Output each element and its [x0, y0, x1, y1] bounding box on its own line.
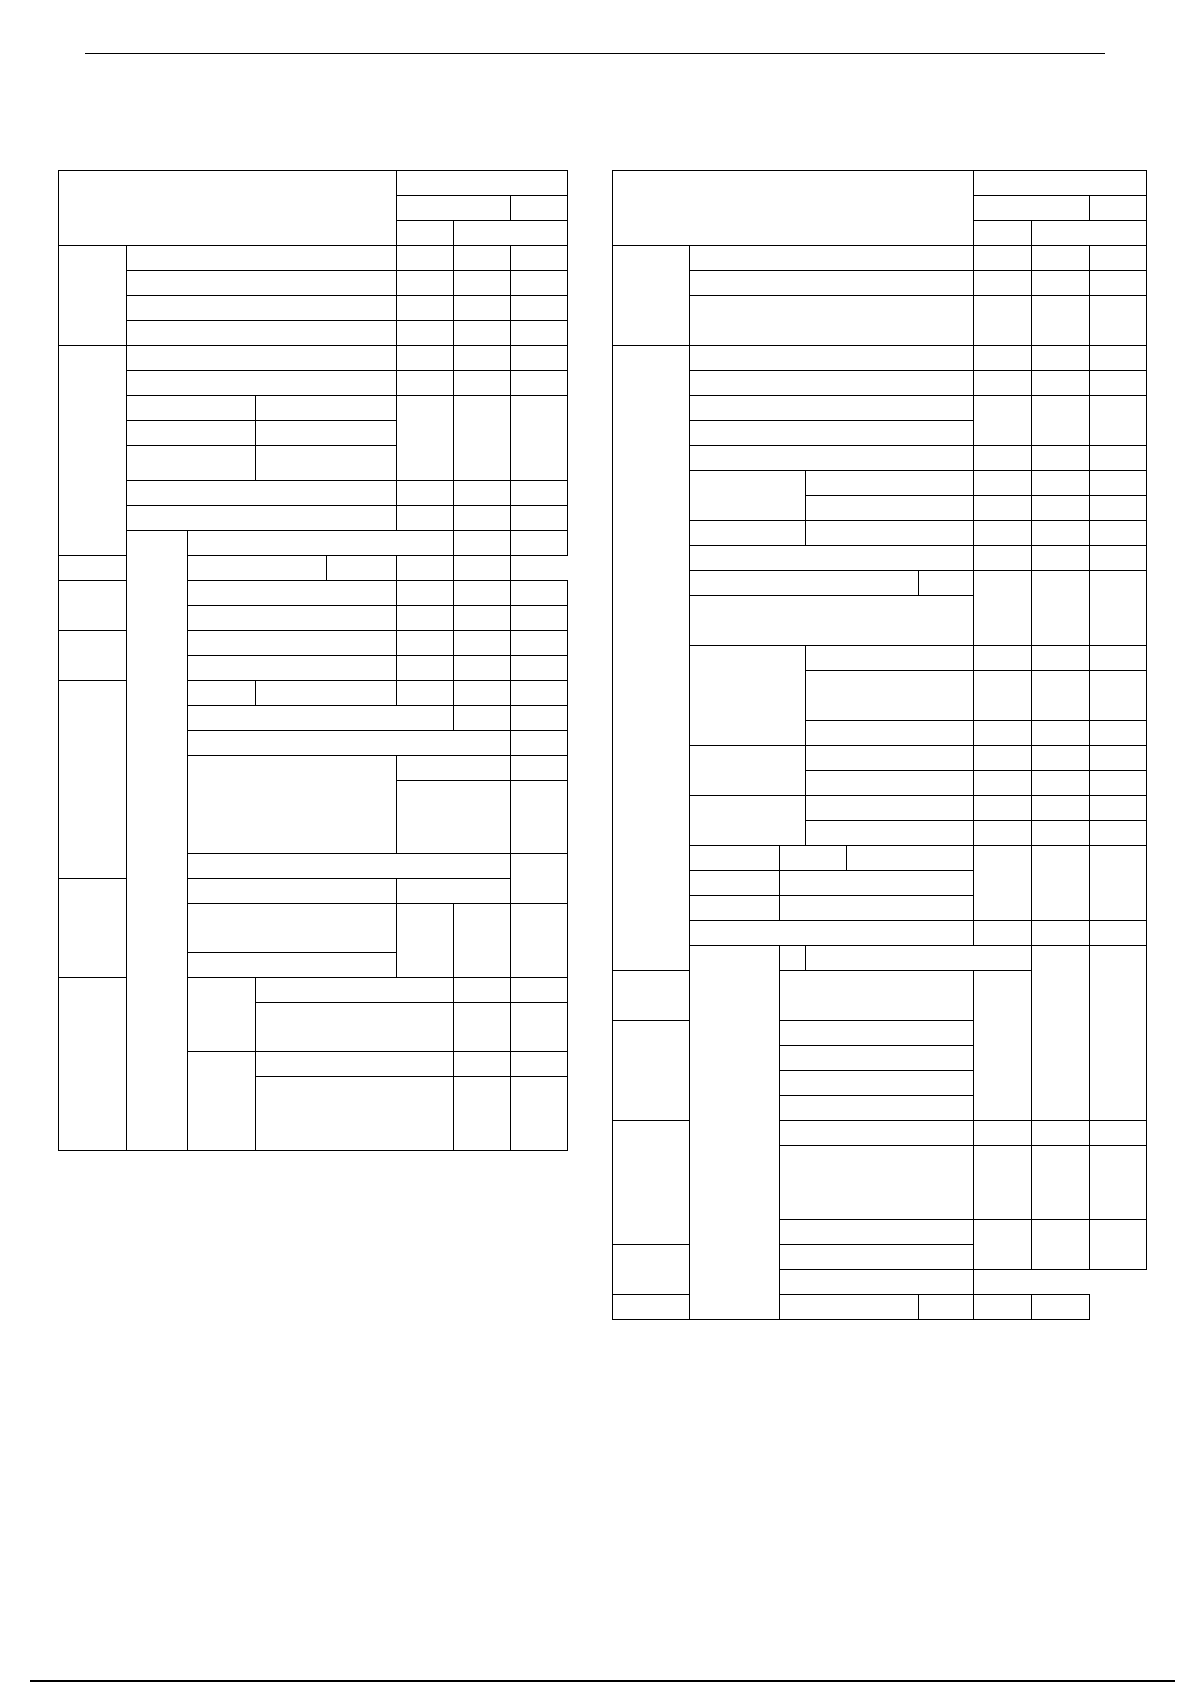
table-cell	[780, 1245, 974, 1270]
table-cell	[974, 371, 1032, 396]
table-cell	[188, 904, 397, 953]
table-cell	[974, 446, 1032, 471]
table-cell	[974, 471, 1032, 496]
table-cell	[806, 771, 974, 796]
table-cell	[690, 596, 974, 646]
table-row	[59, 371, 568, 396]
table-cell	[690, 796, 806, 846]
table-cell	[1032, 396, 1090, 446]
table-cell	[780, 1021, 974, 1046]
table-cell	[690, 571, 919, 596]
table-cell	[1032, 346, 1090, 371]
table-cell	[1090, 571, 1147, 646]
table-cell	[454, 1003, 511, 1052]
table-cell	[613, 1245, 690, 1295]
table-cell	[511, 631, 568, 656]
table-cell	[59, 246, 127, 346]
table-cell	[974, 296, 1032, 346]
table-row	[613, 521, 1147, 546]
table-cell	[188, 606, 397, 631]
table-row	[59, 396, 568, 421]
table-cell	[1032, 671, 1090, 721]
table-cell	[397, 346, 454, 371]
table-cell	[397, 481, 454, 506]
table-row	[59, 246, 568, 271]
table-cell	[59, 346, 127, 556]
table-cell	[59, 681, 127, 879]
table-cell	[690, 546, 974, 571]
spec-table-right	[612, 170, 1147, 1320]
table-cell	[690, 396, 974, 421]
table-cell	[690, 646, 806, 746]
table-cell	[256, 1077, 454, 1151]
table-cell	[1032, 246, 1090, 271]
table-cell	[397, 556, 454, 581]
table-cell	[974, 1121, 1032, 1146]
table-cell	[397, 246, 454, 271]
table-cell	[511, 196, 568, 221]
table-cell	[511, 481, 568, 506]
table-cell	[397, 681, 454, 706]
table-cell	[454, 631, 511, 656]
table-cell	[806, 721, 974, 746]
table-cell	[188, 1052, 256, 1151]
table-cell	[454, 321, 511, 346]
table-cell	[806, 496, 974, 521]
table-cell	[1090, 246, 1147, 271]
table-cell	[613, 1021, 690, 1121]
table-cell	[1032, 546, 1090, 571]
table-cell	[188, 731, 511, 756]
table-cell	[1032, 646, 1090, 671]
table-cell	[1090, 821, 1147, 846]
table-row	[59, 531, 568, 556]
table-cell	[1032, 496, 1090, 521]
table-cell	[1090, 721, 1147, 746]
table-cell	[511, 681, 568, 706]
table-cell	[127, 321, 397, 346]
table-cell	[511, 246, 568, 271]
table-cell	[511, 706, 568, 731]
table-cell	[1032, 846, 1090, 921]
table-cell	[511, 756, 568, 781]
table-cell	[127, 446, 256, 481]
table-row	[613, 921, 1147, 946]
table-cell	[1032, 296, 1090, 346]
table-cell	[690, 471, 806, 521]
table-cell	[127, 506, 397, 531]
table-cell	[397, 321, 454, 346]
table-cell	[806, 671, 974, 721]
table-cell	[1032, 771, 1090, 796]
table-cell	[690, 446, 974, 471]
table-cell	[127, 531, 188, 1151]
table-cell	[256, 978, 454, 1003]
table-cell	[127, 371, 397, 396]
table-cell	[974, 1220, 1032, 1270]
table-cell	[454, 396, 511, 481]
table-cell	[974, 221, 1032, 246]
table-cell	[1090, 796, 1147, 821]
table-cell	[511, 321, 568, 346]
table-cell	[1032, 221, 1147, 246]
table-cell	[847, 846, 974, 871]
table-cell	[188, 854, 511, 879]
table-cell	[1032, 471, 1090, 496]
table-cell	[1032, 571, 1090, 646]
table-cell	[974, 346, 1032, 371]
table-cell	[511, 371, 568, 396]
table-cell	[188, 531, 454, 556]
table-cell	[690, 896, 780, 921]
table-cell	[511, 531, 568, 556]
table-cell	[188, 756, 397, 854]
table-row	[59, 556, 568, 581]
table-row	[613, 171, 1147, 196]
table-cell	[397, 606, 454, 631]
table-cell	[397, 756, 511, 781]
table-cell	[188, 681, 256, 706]
table-cell	[974, 196, 1090, 221]
table-cell	[454, 656, 511, 681]
table-cell	[806, 946, 1032, 971]
table-cell	[511, 506, 568, 531]
table-cell	[188, 631, 397, 656]
table-cell	[454, 581, 511, 606]
table-cell	[780, 971, 974, 1021]
table-cell	[1090, 296, 1147, 346]
table-cell	[690, 846, 780, 871]
table-row	[613, 471, 1147, 496]
table-cell	[806, 796, 974, 821]
table-cell	[690, 246, 974, 271]
table-cell	[127, 421, 256, 446]
table-cell	[1090, 396, 1147, 446]
table-cell	[397, 904, 454, 978]
table-row	[613, 271, 1147, 296]
table-cell	[256, 396, 397, 421]
table-cell	[127, 296, 397, 321]
table-cell	[780, 946, 806, 971]
table-cell	[188, 879, 397, 904]
table-cell	[919, 1295, 974, 1320]
table-cell	[613, 1295, 919, 1320]
table-cell	[127, 246, 397, 271]
table-cell	[974, 721, 1032, 746]
table-cell	[511, 781, 568, 854]
table-cell	[454, 346, 511, 371]
table-cell	[780, 1071, 974, 1096]
table-cell	[454, 706, 511, 731]
table-cell	[397, 631, 454, 656]
table-cell	[511, 296, 568, 321]
table-cell	[256, 681, 397, 706]
table-cell	[188, 656, 397, 681]
table-cell	[613, 171, 974, 246]
table-cell	[1090, 1121, 1147, 1146]
table-cell	[690, 921, 974, 946]
table-cell	[454, 296, 511, 321]
table-cell	[974, 271, 1032, 296]
table-cell	[974, 746, 1032, 771]
table-cell	[806, 521, 974, 546]
table-cell	[690, 871, 780, 896]
table-row	[613, 346, 1147, 371]
table-cell	[1032, 796, 1090, 821]
table-cell	[1090, 471, 1147, 496]
table-cell	[188, 581, 397, 606]
table-cell	[780, 1046, 974, 1071]
table-cell	[780, 1220, 974, 1245]
table-row	[613, 371, 1147, 396]
table-cell	[1090, 196, 1147, 221]
table-row	[613, 246, 1147, 271]
table-cell	[806, 821, 974, 846]
table-row	[59, 346, 568, 371]
table-cell	[974, 1295, 1032, 1320]
table-cell	[397, 371, 454, 396]
table-cell	[974, 646, 1032, 671]
table-cell	[690, 521, 806, 546]
table-cell	[127, 271, 397, 296]
table-row	[613, 396, 1147, 421]
table-cell	[397, 506, 454, 531]
table-cell	[974, 546, 1032, 571]
table-cell	[1032, 1121, 1090, 1146]
table-row	[613, 846, 1147, 871]
table-cell	[256, 421, 397, 446]
table-cell	[127, 481, 397, 506]
table-cell	[780, 1096, 974, 1121]
table-cell	[974, 846, 1032, 921]
table-cell	[1032, 1146, 1090, 1220]
table-cell	[1032, 746, 1090, 771]
spec-table-left	[58, 170, 568, 1151]
table-cell	[1032, 821, 1090, 846]
table-cell	[974, 771, 1032, 796]
table-row	[613, 796, 1147, 821]
table-cell	[1032, 921, 1090, 946]
table-cell	[1090, 671, 1147, 721]
table-cell	[127, 396, 256, 421]
table-cell	[454, 978, 511, 1003]
table-cell	[1090, 521, 1147, 546]
table-cell	[397, 781, 511, 854]
table-cell	[1090, 746, 1147, 771]
table-row	[59, 321, 568, 346]
table-cell	[690, 946, 780, 1320]
table-cell	[59, 556, 327, 581]
table-cell	[1032, 521, 1090, 546]
table-cell	[327, 556, 397, 581]
table-cell	[1090, 846, 1147, 921]
table-cell	[511, 1077, 568, 1151]
table-cell	[1090, 271, 1147, 296]
table-cell	[780, 846, 847, 871]
table-cell	[397, 271, 454, 296]
table-cell	[690, 296, 974, 346]
table-cell	[1090, 946, 1147, 1121]
table-cell	[690, 271, 974, 296]
table-row	[59, 171, 568, 196]
table-cell	[690, 371, 974, 396]
table-cell	[59, 631, 127, 681]
table-cell	[613, 1121, 690, 1245]
table-cell	[974, 171, 1147, 196]
table-cell	[511, 346, 568, 371]
table-row	[613, 571, 1147, 596]
header-rule	[85, 53, 1105, 54]
table-cell	[1032, 371, 1090, 396]
table-cell	[974, 396, 1032, 446]
table-cell	[1090, 371, 1147, 396]
table-cell	[397, 171, 568, 196]
table-cell	[511, 731, 568, 756]
table-cell	[454, 904, 511, 978]
table-cell	[1090, 346, 1147, 371]
table-cell	[454, 606, 511, 631]
table-cell	[511, 656, 568, 681]
table-cell	[974, 496, 1032, 521]
table-cell	[454, 531, 511, 556]
table-cell	[454, 681, 511, 706]
table-cell	[1032, 271, 1090, 296]
table-cell	[511, 271, 568, 296]
table-cell	[1032, 721, 1090, 746]
table-cell	[454, 556, 511, 581]
table-row	[59, 296, 568, 321]
table-cell	[188, 706, 454, 731]
table-cell	[59, 581, 127, 631]
table-cell	[1090, 771, 1147, 796]
table-cell	[256, 1003, 454, 1052]
table-row	[613, 296, 1147, 346]
table-cell	[511, 904, 568, 978]
table-cell	[454, 506, 511, 531]
table-cell	[397, 196, 511, 221]
table-cell	[511, 581, 568, 606]
table-cell	[397, 296, 454, 321]
table-row	[613, 746, 1147, 771]
table-cell	[397, 396, 454, 481]
table-cell	[1090, 921, 1147, 946]
table-cell	[397, 221, 454, 246]
table-cell	[59, 171, 397, 246]
table-cell	[806, 646, 974, 671]
table-cell	[256, 446, 397, 481]
table-cell	[1090, 546, 1147, 571]
table-cell	[454, 481, 511, 506]
table-row	[613, 446, 1147, 471]
table-cell	[511, 396, 568, 481]
table-cell	[127, 346, 397, 371]
table-cell	[511, 978, 568, 1003]
table-cell	[974, 671, 1032, 721]
table-cell	[974, 921, 1032, 946]
table-cell	[188, 953, 397, 978]
table-cell	[1090, 1146, 1147, 1220]
table-cell	[690, 346, 974, 371]
table-row	[59, 879, 568, 904]
table-cell	[1032, 1295, 1090, 1320]
table-cell	[613, 346, 690, 971]
table-cell	[397, 581, 454, 606]
table-cell	[974, 1146, 1032, 1220]
table-cell	[511, 606, 568, 631]
footer-rule	[30, 1680, 1175, 1682]
table-cell	[806, 471, 974, 496]
table-cell	[919, 571, 974, 596]
table-cell	[454, 271, 511, 296]
table-cell	[690, 421, 974, 446]
table-cell	[1032, 1220, 1090, 1270]
table-cell	[974, 246, 1032, 271]
table-cell	[454, 221, 568, 246]
table-cell	[511, 854, 568, 904]
table-cell	[1090, 496, 1147, 521]
table-cell	[613, 971, 690, 1021]
table-cell	[1032, 446, 1090, 471]
table-row	[59, 506, 568, 531]
table-row	[613, 646, 1147, 671]
table-cell	[780, 1270, 974, 1295]
table-cell	[1032, 946, 1090, 1121]
table-cell	[188, 978, 256, 1052]
table-cell	[806, 746, 974, 771]
table-cell	[1090, 1220, 1147, 1270]
table-cell	[454, 1052, 511, 1077]
table-cell	[256, 1052, 454, 1077]
table-cell	[454, 371, 511, 396]
table-cell	[454, 246, 511, 271]
table-cell	[59, 879, 188, 978]
table-cell	[511, 1003, 568, 1052]
table-cell	[1090, 446, 1147, 471]
table-cell	[974, 571, 1032, 646]
table-row	[59, 481, 568, 506]
table-cell	[974, 821, 1032, 846]
table-row	[613, 1295, 1147, 1320]
table-cell	[974, 796, 1032, 821]
table-cell	[690, 746, 806, 796]
table-cell	[974, 521, 1032, 546]
table-cell	[397, 656, 454, 681]
table-cell	[780, 871, 974, 896]
table-cell	[780, 1121, 974, 1146]
table-cell	[780, 1146, 974, 1220]
table-cell	[1090, 646, 1147, 671]
table-cell	[511, 1052, 568, 1077]
table-cell	[59, 978, 127, 1151]
table-row	[613, 546, 1147, 571]
table-cell	[780, 896, 974, 921]
table-cell	[613, 246, 690, 346]
table-row	[59, 271, 568, 296]
table-cell	[454, 1077, 511, 1151]
